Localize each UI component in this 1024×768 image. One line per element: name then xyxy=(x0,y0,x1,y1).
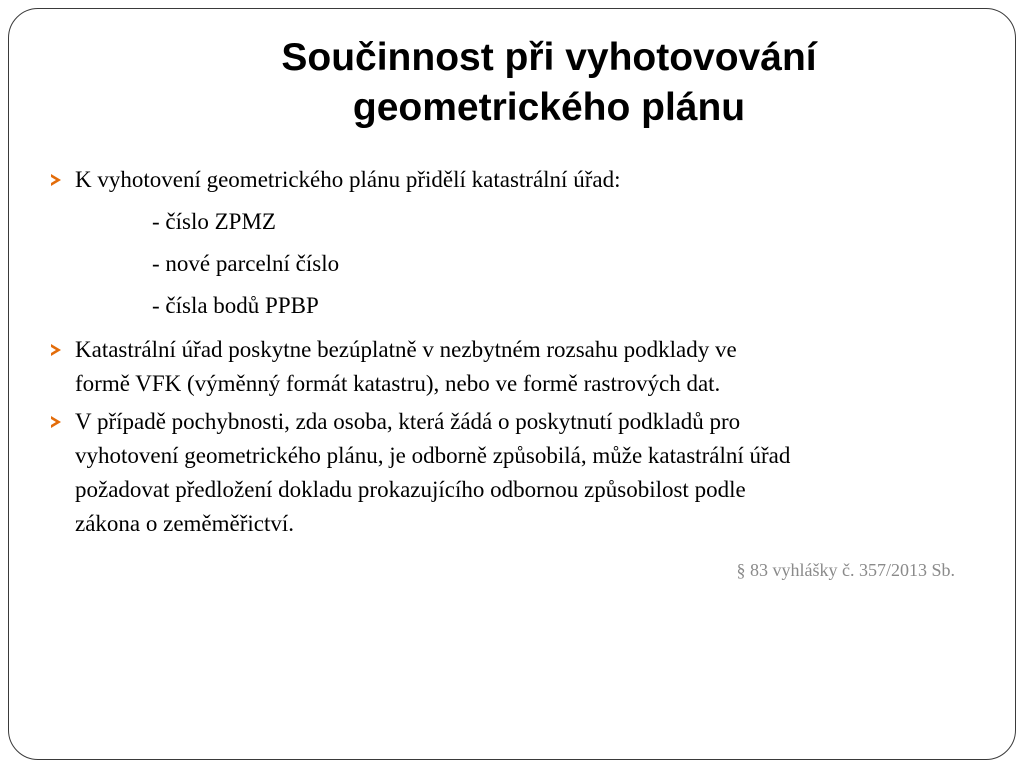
legal-reference: § 83 vyhlášky č. 357/2013 Sb. xyxy=(736,560,955,580)
slide-title-line-1: Součinnost při vyhotovování xyxy=(281,36,817,79)
bullet-text-line: V případě pochybnosti, zda osoba, která žádá o poskytnutí podkladů pro xyxy=(75,409,741,434)
bullet-text: K vyhotovení geometrického plánu přidělí katastrální úřad: xyxy=(75,167,621,192)
bullet-item xyxy=(51,163,971,197)
sub-item: - nové parcelní číslo xyxy=(152,251,340,276)
bullet-text-line: požadovat předložení dokladu prokazujícího odbornou způsobilost podle xyxy=(75,477,746,502)
bullet-text-line: vyhotovení geometrického plánu, je odborně způsobilá, může katastrální úřad xyxy=(75,443,791,468)
arrowhead-bullet-icon xyxy=(51,344,61,356)
sub-item: - číslo ZPMZ xyxy=(152,209,276,234)
arrowhead-bullet-icon xyxy=(51,174,61,186)
bullet-item xyxy=(51,405,971,541)
bullet-text-line: Katastrální úřad poskytne bezúplatně v nezbytném rozsahu podklady ve xyxy=(75,337,737,362)
slide-body xyxy=(51,163,971,541)
slide-frame xyxy=(8,8,1016,760)
slide-title xyxy=(109,33,989,133)
bullet-text-line: zákona o zeměměřictví. xyxy=(75,511,295,536)
arrowhead-bullet-icon xyxy=(51,416,61,428)
bullet-text-line: formě VFK (výměnný formát katastru), nebo ve formě rastrových dat. xyxy=(75,371,721,396)
sub-item: - čísla bodů PPBP xyxy=(152,293,319,318)
slide-title-line-2: geometrického plánu xyxy=(352,86,746,129)
bullet-item xyxy=(51,333,971,401)
